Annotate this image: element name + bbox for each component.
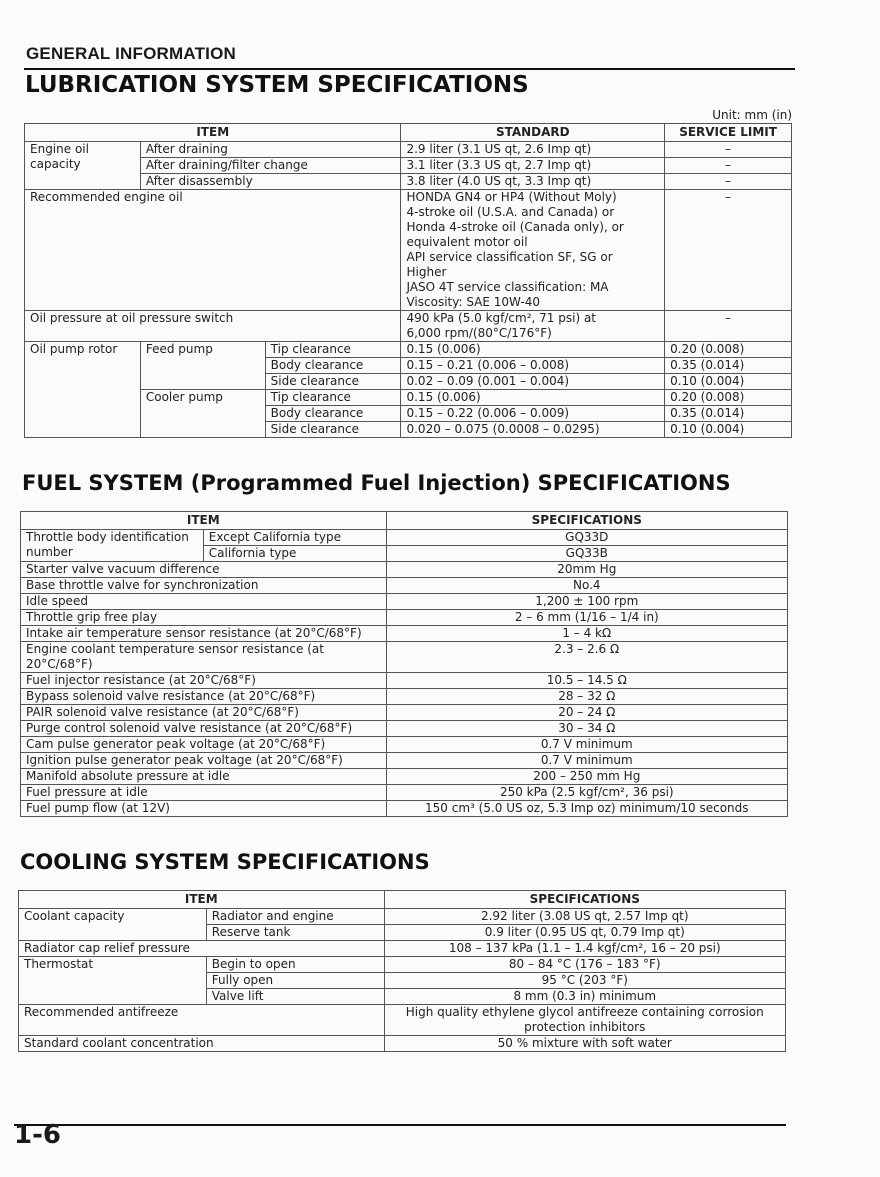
spec-value: 10.5 – 14.5 Ω [386,673,787,689]
table-row [21,705,788,721]
standard-value: 0.15 – 0.21 (0.006 – 0.008) [401,358,665,374]
fuel-title: FUEL SYSTEM (Programmed Fuel Injection) SPECIFICATIONS [22,471,731,495]
table-row [21,721,788,737]
table-row [25,142,792,158]
text-line: Honda 4-stroke oil (Canada only), or [406,220,624,234]
page-number: 1-6 [14,1120,61,1150]
concentration-label: Standard coolant concentration [19,1036,385,1052]
item-label: Purge control solenoid valve resistance (at 20°C/68°F) [21,721,387,737]
text-line: Viscosity: SAE 10W-40 [406,295,541,309]
spec-value: 0.7 V minimum [386,737,787,753]
table-row [21,626,788,642]
item-label: Idle speed [21,594,387,610]
oil-pressure-value [401,311,665,342]
table-row [21,578,788,594]
col-item: ITEM [25,124,401,142]
coolant-capacity-label: Coolant capacity [19,909,207,941]
spec-value: 20mm Hg [386,562,787,578]
standard-value: 3.8 liter (4.0 US qt, 3.3 Imp qt) [401,174,665,190]
spec-value: 1,200 ± 100 rpm [386,594,787,610]
limit-value: 0.20 (0.008) [665,342,792,358]
col-service-limit: SERVICE LIMIT [665,124,792,142]
antifreeze-value [384,1005,785,1036]
standard-value: 0.020 – 0.075 (0.0008 – 0.0295) [401,422,665,438]
col-item: ITEM [19,891,385,909]
cooling-table [18,890,786,1052]
recommended-oil-label: Recommended engine oil [25,190,401,311]
spec-value: No.4 [386,578,787,594]
table-row [21,562,788,578]
oil-pump-label: Oil pump rotor [25,342,141,438]
spec-value: 2 – 6 mm (1/16 – 1/4 in) [386,610,787,626]
table-row [25,390,792,406]
table-row [21,673,788,689]
sub-item: Except California type [203,530,386,546]
spec-value: 108 – 137 kPa (1.1 – 1.4 kgf/cm², 16 – 20 psi) [384,941,785,957]
item-label: Engine coolant temperature sensor resistance (at 20°C/68°F) [21,642,387,673]
spec-value: 50 % mixture with soft water [384,1036,785,1052]
table-row [19,1036,786,1052]
table-row [21,769,788,785]
spec-value: 8 mm (0.3 in) minimum [384,989,785,1005]
col-specifications: SPECIFICATIONS [384,891,785,909]
lubrication-title: LUBRICATION SYSTEM SPECIFICATIONS [25,72,529,98]
limit-value: 0.35 (0.014) [665,406,792,422]
spec-value: 200 – 250 mm Hg [386,769,787,785]
spec-value: 1 – 4 kΩ [386,626,787,642]
item-label: Fuel pressure at idle [21,785,387,801]
item-label: Manifold absolute pressure at idle [21,769,387,785]
table-row [21,642,788,673]
sub-item: Body clearance [265,358,401,374]
table-header-row [21,512,788,530]
item-label: Bypass solenoid valve resistance (at 20°C/68°F) [21,689,387,705]
standard-value: 2.9 liter (3.1 US qt, 2.6 Imp qt) [401,142,665,158]
spec-value: 20 – 24 Ω [386,705,787,721]
item-label: Ignition pulse generator peak voltage (at 20°C/68°F) [21,753,387,769]
cooler-pump-label: Cooler pump [140,390,265,438]
table-header-row [19,891,786,909]
spec-value: 28 – 32 Ω [386,689,787,705]
item-label: PAIR solenoid valve resistance (at 20°C/68°F) [21,705,387,721]
text-line: Higher [406,265,447,279]
sub-item: After disassembly [140,174,401,190]
recommended-oil-value [401,190,665,311]
spec-value: 150 cm³ (5.0 US oz, 5.3 Imp oz) minimum/10 seconds [386,801,787,817]
sub-item: Begin to open [206,957,384,973]
table-row [25,342,792,358]
table-row [21,737,788,753]
table-row [21,689,788,705]
antifreeze-label: Recommended antifreeze [19,1005,385,1036]
table-row [21,785,788,801]
spec-value: 95 °C (203 °F) [384,973,785,989]
text-line: 4-stroke oil (U.S.A. and Canada) or [406,205,615,219]
fuel-table [20,511,788,817]
table-row [25,190,792,311]
oil-capacity-label: Engine oil capacity [25,142,141,190]
limit-value: – [665,174,792,190]
limit-value: – [665,311,792,342]
section-header: GENERAL INFORMATION [26,44,236,63]
sub-item: Side clearance [265,374,401,390]
spec-value: 80 – 84 °C (176 – 183 °F) [384,957,785,973]
table-row [25,174,792,190]
sub-item: Valve lift [206,989,384,1005]
throttle-id-label: Throttle body identification number [21,530,204,562]
text-line: 490 kPa (5.0 kgf/cm², 71 psi) at [406,311,596,325]
sub-item: California type [203,546,386,562]
spec-value: 0.7 V minimum [386,753,787,769]
limit-value: 0.10 (0.004) [665,422,792,438]
table-row [19,957,786,973]
footer-rule [14,1124,786,1126]
standard-value: 0.15 – 0.22 (0.006 – 0.009) [401,406,665,422]
col-item: ITEM [21,512,387,530]
sub-item: Fully open [206,973,384,989]
item-label: Throttle grip free play [21,610,387,626]
standard-value: 0.15 (0.006) [401,390,665,406]
item-label: Intake air temperature sensor resistance (at 20°C/68°F) [21,626,387,642]
item-label: Starter valve vacuum difference [21,562,387,578]
item-label: Base throttle valve for synchronization [21,578,387,594]
limit-value: 0.20 (0.008) [665,390,792,406]
spec-value: GQ33D [386,530,787,546]
item-label: Fuel injector resistance (at 20°C/68°F) [21,673,387,689]
table-row [21,594,788,610]
sub-item: After draining [140,142,401,158]
text-line: JASO 4T service classification: MA [406,280,609,294]
lubrication-table [24,123,792,438]
oil-pressure-label: Oil pressure at oil pressure switch [25,311,401,342]
sub-item: Side clearance [265,422,401,438]
sub-item: Tip clearance [265,390,401,406]
feed-pump-label: Feed pump [140,342,265,390]
text-line: HONDA GN4 or HP4 (Without Moly) [406,190,617,204]
standard-value: 3.1 liter (3.3 US qt, 2.7 Imp qt) [401,158,665,174]
sub-item: After draining/filter change [140,158,401,174]
sub-item: Tip clearance [265,342,401,358]
col-standard: STANDARD [401,124,665,142]
limit-value: 0.10 (0.004) [665,374,792,390]
table-row [21,610,788,626]
table-row [25,158,792,174]
table-row [19,909,786,925]
units-note: Unit: mm (in) [712,108,792,122]
table-row [21,753,788,769]
table-row [19,941,786,957]
cap-pressure-label: Radiator cap relief pressure [19,941,385,957]
spec-value: 30 – 34 Ω [386,721,787,737]
text-line: API service classification SF, SG or [406,250,613,264]
text-line: equivalent motor oil [406,235,528,249]
spec-value: 2.92 liter (3.08 US qt, 2.57 Imp qt) [384,909,785,925]
limit-value: – [665,190,792,311]
text-line: High quality ethylene glycol antifreeze containing corrosion [405,1005,764,1019]
sub-item: Radiator and engine [206,909,384,925]
standard-value: 0.15 (0.006) [401,342,665,358]
spec-value: 250 kPa (2.5 kgf/cm², 36 psi) [386,785,787,801]
limit-value: – [665,142,792,158]
header-rule [24,68,795,70]
spec-value: GQ33B [386,546,787,562]
item-label: Cam pulse generator peak voltage (at 20°C/68°F) [21,737,387,753]
sub-item: Body clearance [265,406,401,422]
item-label: Fuel pump flow (at 12V) [21,801,387,817]
table-row [25,311,792,342]
table-row [21,530,788,546]
sub-item: Reserve tank [206,925,384,941]
thermostat-label: Thermostat [19,957,207,1005]
spec-value: 2.3 – 2.6 Ω [386,642,787,673]
table-row [21,801,788,817]
col-specifications: SPECIFICATIONS [386,512,787,530]
limit-value: – [665,158,792,174]
standard-value: 0.02 – 0.09 (0.001 – 0.004) [401,374,665,390]
spec-value: 0.9 liter (0.95 US qt, 0.79 Imp qt) [384,925,785,941]
text-line: 6,000 rpm/(80°C/176°F) [406,326,552,340]
table-row [19,1005,786,1036]
table-header-row [25,124,792,142]
limit-value: 0.35 (0.014) [665,358,792,374]
cooling-title: COOLING SYSTEM SPECIFICATIONS [20,850,430,874]
text-line: protection inhibitors [524,1020,646,1034]
